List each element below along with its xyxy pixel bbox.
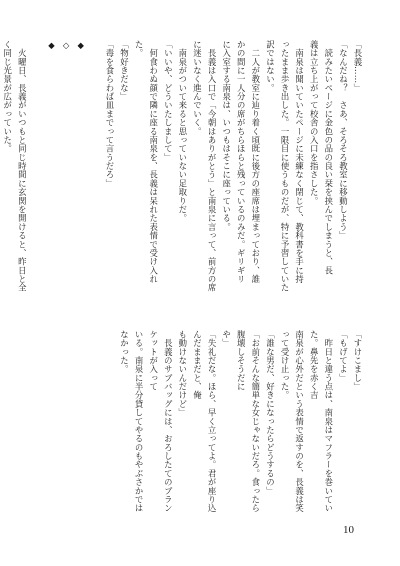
text-line: 火曜日、長義がいつもと同じ時間に玄関を開けると、昨日と全 (17, 40, 28, 293)
text-line: 南泉がついて来ると思っていない足取りだ。 (177, 40, 188, 223)
text-line: 「長義……」 (353, 40, 363, 93)
text-line: に入室する南泉は、いつもはそこに座っている。 (221, 40, 232, 232)
text-line: 「すけこまし」 (353, 330, 363, 391)
text-line: 昨日と違う点は、南泉はマフラーを巻いていた。鼻先を赤く吉 (309, 330, 334, 513)
text-line: 「もげてよ」 (338, 330, 349, 383)
text-line: に迷いなく進んでいく。 (192, 40, 203, 136)
text-line: 読みたいページに金色の品の良い栞を挟んでしまうと、長 (323, 40, 334, 275)
text-line: ったまま歩き出した。一限目に使うものだが、特に予習していた (280, 40, 291, 293)
text-line: 長義は入口で「今朝はありがとう」と南泉に言って、前方の席 (207, 40, 218, 293)
text-line: ◆ (46, 40, 57, 51)
text-line: 「失礼だな。ほら、早く立ってよ。君が座り込んだままだと、俺 (192, 330, 218, 513)
lower-text-tier (119, 330, 365, 520)
text-line: 義は立ち上がって校舎の入口を指さした。 (309, 40, 320, 206)
text-line: 「なんだね？ さあ、そろそろ教室に移動しよう」 (338, 40, 349, 240)
text-line: 「毒を食らわば皿までって言うだろ」 (104, 40, 115, 188)
text-line: 二人が教室に辿り着く頃既に後方の座席は埋まっており、誰 (250, 40, 261, 284)
text-line: 「いいや、どういたしまして」 (163, 40, 174, 162)
text-line: 長義のサブバッグには、おろしたてのブランケットが入って (148, 330, 174, 513)
text-line: いる。南泉に半分貸してやるのもやぶさかではなかった。 (119, 330, 145, 513)
text-line: 南泉は聞いていたページに未練なく閉じて、教科書を手に持 (294, 40, 305, 284)
text-line: 何食わぬ顔で隣に座る南泉を、長義は呆れた表情で受け入れ (148, 40, 159, 284)
text-line: 「誰な男だ、好きになったらどうするの」 (265, 330, 276, 496)
text-line: く同じ光景が広がっていた。 (2, 40, 13, 153)
text-line: 南泉が心外だという表情で返すのを、長義は笑って受け止った。 (280, 330, 305, 513)
text-line: ◆ (75, 40, 86, 51)
text-line (88, 40, 103, 302)
text-line: 訳ではない。 (265, 40, 276, 93)
text-line: 「物好きだな」 (119, 40, 130, 101)
text-line: も動けないんだけど」 (177, 330, 188, 417)
page-number: 10 (343, 524, 354, 536)
text-line: ◇ (61, 40, 72, 51)
text-line (29, 40, 44, 302)
text-line: た。 (134, 40, 145, 58)
text-line: かの間に一人分の席がちらほらと残っているのみだ。ギリギリ (236, 40, 247, 284)
text-line: や」 (221, 330, 232, 348)
upper-text-tier (2, 40, 365, 302)
text-line: 「お前そんな簡単な女じゃないだろ。食ったら腹壊しそうだに (236, 330, 261, 513)
